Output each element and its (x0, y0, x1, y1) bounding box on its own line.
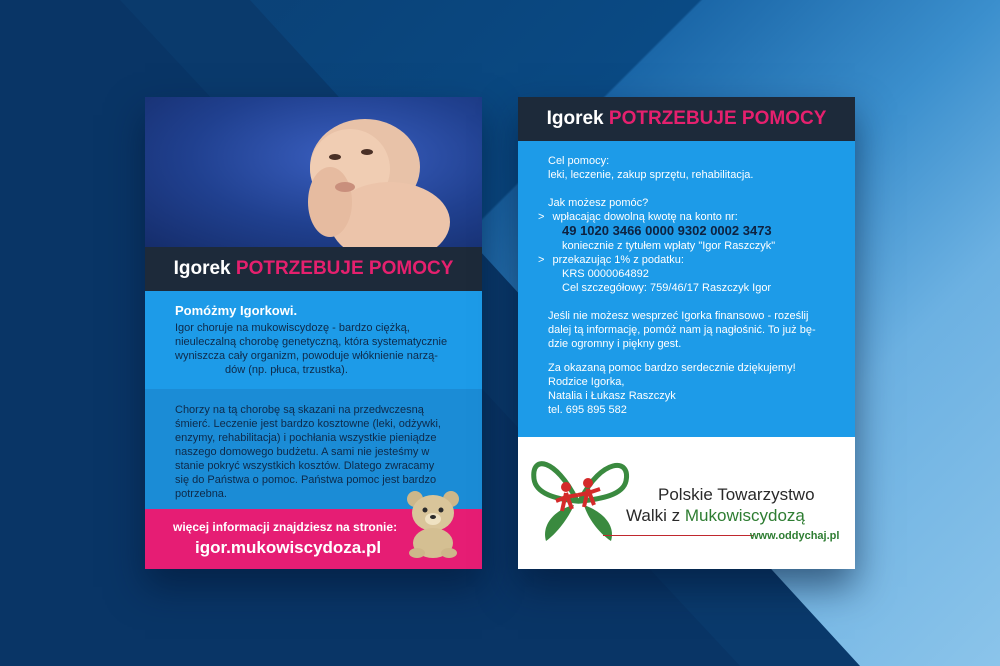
back-flyer (518, 97, 855, 569)
opt1-text: wpłacając dowolną kwotę na konto nr: (552, 211, 738, 223)
org-name-line2-start: Walki z (626, 506, 685, 525)
opt2-text: przekazując 1% z podatku: (552, 254, 684, 266)
front-para2-line: Chorzy na tą chorobę są skazani na przedwczesną (175, 404, 424, 416)
goal-text: leki, leczenie, zakup sprzętu, rehabilitacja. (548, 169, 754, 181)
org-logo-area (518, 437, 855, 569)
front-more-info: więcej informacji znajdziesz na stronie: (173, 520, 398, 534)
org-divider (603, 535, 753, 536)
share-text (548, 309, 848, 351)
front-para2-line: naszego domowego budżetu. A sami nie jesteśmy w (175, 446, 430, 458)
account-number: 49 1020 3466 0000 9302 0002 3473 (562, 223, 772, 238)
front-para2-line: enzymy, rehabilitacja) i pochłania wszystkie pieniądze (175, 432, 437, 444)
org-name-line1: Polskie Towarzystwo (658, 485, 815, 504)
front-para2-line: potrzebna. (175, 488, 227, 500)
front-para2-line: się do Państwa o pomoc. Państwa pomoc jest bardzo (175, 474, 437, 486)
front-para1-line: dów (np. płuca, trzustka). (225, 364, 348, 376)
signature-line2: Natalia i Łukasz Raszczyk (548, 390, 676, 402)
org-name-line2 (626, 506, 805, 526)
back-title-name: Igorek (546, 108, 604, 129)
org-url[interactable]: www.oddychaj.pl (750, 530, 840, 542)
goal-label: Cel pomocy: (548, 155, 610, 167)
share-line: Jeśli nie możesz wesprzeć Igorka finansowo - roześlij (548, 310, 809, 322)
front-para1-line: wyniszcza cały organizm, powoduje włóknienie narzą- (175, 350, 438, 362)
front-url[interactable]: igor.mukowiscydoza.pl (195, 538, 382, 557)
goal-detail: Cel szczegółowy: 759/46/17 Raszczyk Igor (562, 282, 772, 294)
back-title-band (518, 97, 855, 141)
thanks-text: Za okazaną pomoc bardzo serdecznie dziękujemy! (548, 362, 796, 374)
front-heading: Pomóżmy Igorkowi. (175, 303, 298, 318)
opt1-note: koniecznie z tytułem wpłaty "Igor Raszczyk" (562, 240, 776, 252)
share-line: dalej tą informację, pomóż nam ją nagłośnić. To już bę- (548, 324, 816, 336)
front-title-cta: POTRZEBUJE POMOCY (235, 258, 454, 279)
front-flyer (145, 97, 482, 569)
phone-number: tel. 695 895 582 (548, 404, 627, 416)
butterfly-logo-icon (526, 449, 636, 549)
org-name-highlight: Mukowiscydozą (684, 506, 805, 525)
back-title-cta: POTRZEBUJE POMOCY (608, 108, 827, 129)
baby-photo (145, 97, 482, 247)
krs-number: KRS 0000064892 (562, 268, 649, 280)
arrow-bullet-icon: > (538, 254, 545, 266)
front-para1-line: nieuleczalną chorobę genetyczną, która systematycznie (175, 336, 448, 348)
opt2-row (538, 253, 684, 267)
front-para1 (175, 321, 465, 377)
teddy-bear-icon (403, 489, 463, 559)
arrow-bullet-icon: > (538, 211, 545, 223)
signature-line1: Rodzice Igorka, (548, 376, 625, 388)
front-para1-line: Igor choruje na mukowiscydozę - bardzo ciężką, (175, 322, 410, 334)
opt1-row (538, 210, 738, 224)
how-label: Jak możesz pomóc? (548, 197, 649, 209)
front-para2-line: stanie pokryć wszystkich kosztów. Dlatego zwracamy (175, 460, 435, 472)
front-para2 (175, 403, 465, 501)
front-title-band (145, 247, 482, 291)
front-title-name: Igorek (173, 258, 231, 279)
front-para2-line: śmierć. Leczenie jest bardzo kosztowne (leki, odżywki, (175, 418, 441, 430)
share-line: dzie ogromny i piękny gest. (548, 338, 682, 350)
